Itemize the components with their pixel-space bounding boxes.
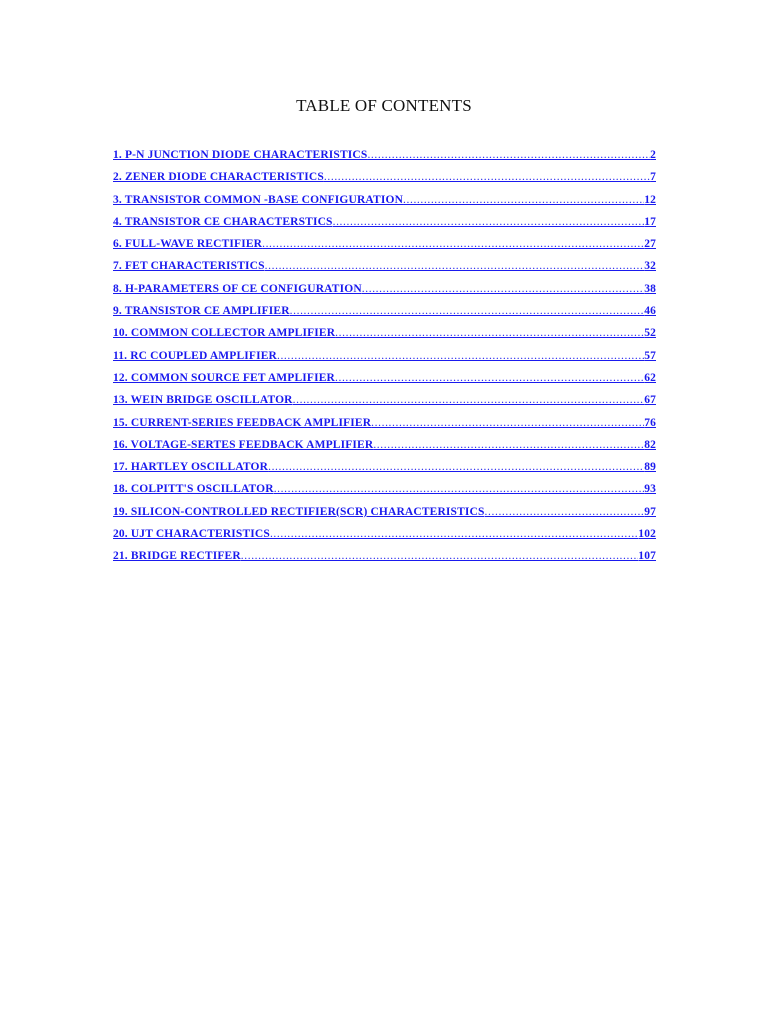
toc-entry-page-number: 89 xyxy=(644,461,656,474)
toc-entry[interactable] xyxy=(113,216,656,238)
toc-entry-page-number: 32 xyxy=(644,260,656,273)
dot-leader xyxy=(335,327,644,339)
toc-entry-label: 21. BRIDGE RECTIFER xyxy=(113,550,241,563)
toc-entry-page-number: 2 xyxy=(650,149,656,161)
dot-leader xyxy=(335,372,644,384)
toc-entry-label: 18. COLPITT'S OSCILLATOR xyxy=(113,483,274,496)
toc-entry[interactable] xyxy=(113,550,656,572)
toc-entry-label: 20. UJT CHARACTERISTICS xyxy=(113,528,270,541)
toc-entry-page-number: 82 xyxy=(644,438,656,451)
dot-leader xyxy=(290,305,645,317)
dot-leader xyxy=(362,283,644,295)
toc-entry[interactable] xyxy=(113,149,656,171)
toc-list xyxy=(113,149,656,573)
toc-entry-label: 19. SILICON-CONTROLLED RECTIFIER(SCR) CHARACTERISTICS xyxy=(113,505,485,518)
toc-entry[interactable] xyxy=(113,506,656,528)
toc-entry-page-number: 17 xyxy=(644,215,656,228)
toc-entry-label: 8. H-PARAMETERS OF CE CONFIGURATION xyxy=(113,282,362,295)
toc-entry[interactable] xyxy=(113,461,656,483)
toc-entry-label: 4. TRANSISTOR CE CHARACTERSTICS xyxy=(113,215,333,228)
dot-leader xyxy=(268,461,644,473)
toc-entry-label: 2. ZENER DIODE CHARACTERISTICS xyxy=(113,171,324,184)
dot-leader xyxy=(324,171,650,183)
dot-leader xyxy=(270,528,638,540)
toc-entry[interactable] xyxy=(113,305,656,327)
toc-entry-page-number: 12 xyxy=(644,193,656,206)
toc-entry-page-number: 97 xyxy=(644,505,656,518)
toc-entry-label: 3. TRANSISTOR COMMON -BASE CONFIGURATION xyxy=(113,193,404,206)
toc-entry-label: 13. WEIN BRIDGE OSCILLATOR xyxy=(113,394,293,407)
toc-entry-label: 1. P-N JUNCTION DIODE CHARACTERISTICS xyxy=(113,149,368,161)
toc-entry-page-number: 62 xyxy=(644,371,656,384)
toc-entry[interactable] xyxy=(113,372,656,394)
toc-entry[interactable] xyxy=(113,260,656,282)
toc-entry[interactable] xyxy=(113,394,656,416)
dot-leader xyxy=(241,550,639,562)
toc-entry[interactable] xyxy=(113,528,656,550)
toc-entry[interactable] xyxy=(113,171,656,193)
toc-entry-page-number: 46 xyxy=(644,305,656,318)
page-title: TABLE OF CONTENTS xyxy=(296,96,472,115)
dot-leader xyxy=(367,149,650,161)
toc-entry-label: 6. FULL-WAVE RECTIFIER xyxy=(113,238,263,251)
dot-leader xyxy=(485,506,645,518)
toc-entry[interactable] xyxy=(113,283,656,305)
toc-entry-page-number: 102 xyxy=(638,528,656,541)
toc-entry-page-number: 93 xyxy=(644,483,656,496)
toc-entry[interactable] xyxy=(113,238,656,260)
toc-entry-label: 12. COMMON SOURCE FET AMPLIFIER xyxy=(113,371,335,384)
toc-entry[interactable] xyxy=(113,194,656,216)
toc-entry-page-number: 57 xyxy=(644,349,656,362)
toc-entry-page-number: 38 xyxy=(644,282,656,295)
toc-entry-page-number: 27 xyxy=(644,238,656,251)
toc-entry-page-number: 7 xyxy=(650,171,656,184)
toc-entry[interactable] xyxy=(113,417,656,439)
toc-entry-label: 9. TRANSISTOR CE AMPLIFIER xyxy=(113,305,290,318)
dot-leader xyxy=(403,194,644,206)
dot-leader xyxy=(293,394,645,406)
dot-leader xyxy=(262,238,644,250)
toc-entry-label: 17. HARTLEY OSCILLATOR xyxy=(113,461,269,474)
dot-leader xyxy=(373,439,644,451)
dot-leader xyxy=(265,260,645,272)
dot-leader xyxy=(277,350,644,362)
dot-leader xyxy=(333,216,645,228)
toc-entry[interactable] xyxy=(113,439,656,461)
toc-entry-page-number: 67 xyxy=(644,394,656,407)
toc-entry[interactable] xyxy=(113,483,656,505)
toc-entry-label: 11. RC COUPLED AMPLIFIER xyxy=(113,349,277,362)
toc-entry-page-number: 52 xyxy=(644,327,656,340)
toc-entry-label: 16. VOLTAGE-SERTES FEEDBACK AMPLIFIER xyxy=(113,438,374,451)
toc-entry-label: 15. CURRENT-SERIES FEEDBACK AMPLIFIER xyxy=(113,416,372,429)
dot-leader xyxy=(371,417,644,429)
toc-entry-label: 10. COMMON COLLECTOR AMPLIFIER xyxy=(113,327,336,340)
toc-entry-page-number: 107 xyxy=(638,550,656,563)
toc-entry[interactable] xyxy=(113,350,656,372)
toc-entry[interactable] xyxy=(113,327,656,349)
dot-leader xyxy=(274,483,644,495)
toc-entry-page-number: 76 xyxy=(644,416,656,429)
toc-entry-label: 7. FET CHARACTERISTICS xyxy=(113,260,265,273)
